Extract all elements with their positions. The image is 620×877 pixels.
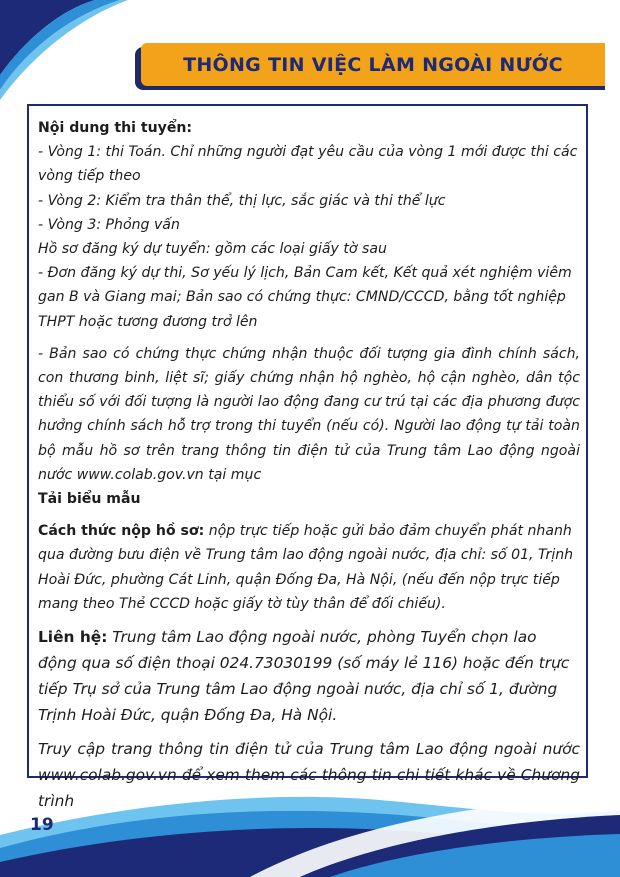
section-title: THÔNG TIN VIỆC LÀM NGOÀI NƯỚC [183, 53, 563, 76]
round-1-text: - Vòng 1: thi Toán. Chỉ những người đạt yêu cầu của vòng 1 mới được thi các vòng tiếp theo [38, 144, 578, 185]
title-bar-fill [141, 43, 605, 86]
round-3-text: - Vòng 3: Phỏng vấn [38, 216, 180, 233]
submit-paragraph [38, 519, 580, 616]
contact-label: Liên hệ: [38, 628, 108, 647]
access-paragraph: Truy cập trang thông tin điện tử của Trung tâm Lao động ngoài nước www.colab.gov.vn để xem them các thông tin chi tiết khác về Chương trình [38, 740, 580, 811]
section-title-bar [135, 43, 605, 88]
dossier-intro: Hồ sơ đăng ký dự tuyển: gồm các loại giấy tờ sau [38, 241, 387, 258]
round-2-text: - Vòng 2: Kiểm tra thân thể, thị lực, sắc giác và thi thể lực [38, 192, 446, 209]
contact-paragraph [38, 624, 580, 728]
content-body [38, 116, 580, 814]
submit-text: nộp trực tiếp hoặc gửi bảo đảm chuyển phát nhanh qua đường bưu điện về Trung tâm lao động ngoài nước, địa chỉ: số 01, Trịnh Hoài Đức, phường Cát Linh, quận Đống Đa, Hà Nội, (nếu đến nộp trực tiếp mang theo Thẻ CCCD hoặc giấy tờ tùy thân để đối chiếu). [38, 523, 574, 612]
page-number: 19 [30, 815, 54, 835]
dossier-item-1: - Đơn đăng ký dự thi, Sơ yếu lý lịch, Bản Cam kết, Kết quả xét nghiệm viêm gan B và Giang mai; Bản sao có chứng thực: CMND/CCCD, bằng tốt nghiệp THPT hoặc tương đương trở lên [38, 265, 572, 330]
dossier-item-2: - Bản sao có chứng thực chứng nhận thuộc đối tượng gia đình chính sách, con thương binh, liệt sĩ; giấy chứng nhận hộ nghèo, hộ cận nghèo, dân tộc thiểu số với đối tượng là người lao động đang cư trú tại các địa phương được hưởng chính sách hỗ trợ trong thi tuyển (nếu có). Người lao động tự tải toàn bộ mẫu hồ sơ trên trang thông tin điện tử của Trung tâm Lao động ngoài nước www.colab.gov.vn tại mục [38, 345, 580, 483]
submit-label: Cách thức nộp hồ sơ: [38, 523, 205, 540]
contact-text: Trung tâm Lao động ngoài nước, phòng Tuyển chọn lao động qua số điện thoại 024.73030199 (số máy lẻ 116) hoặc đến trực tiếp Trụ sở của Trung tâm Lao động ngoài nước, địa chỉ số 1, đường Trịnh Hoài Đức, quận Đống Đa, Hà Nội. [38, 628, 570, 725]
exam-heading: Nội dung thi tuyển: [38, 120, 193, 136]
download-forms-label: Tải biểu mẫu [38, 491, 141, 508]
